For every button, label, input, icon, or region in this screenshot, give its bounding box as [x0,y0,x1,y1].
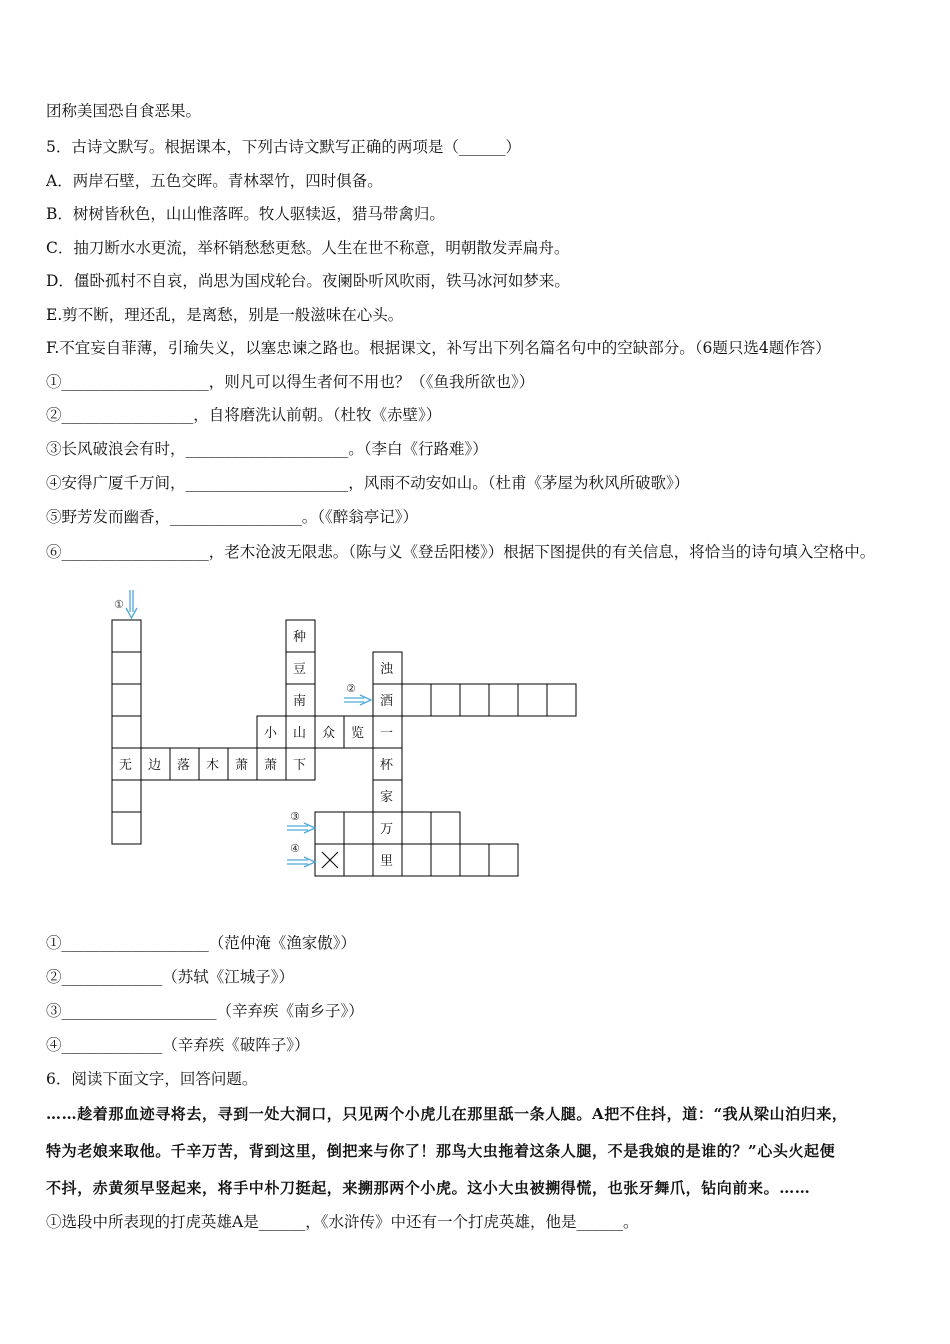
label-3: ③ [290,810,300,823]
arrow-right-icon [344,695,371,705]
char-yi: 一 [380,726,394,741]
row-4-cells [315,844,518,876]
char-shan: 山 [293,726,307,741]
label-4: ④ [290,842,300,855]
passage-line: ……趁着那血迹寻将去，寻到一处大洞口，只见两个小虎儿在那里舐一条人腿。A把不住抖，道：“我从梁山泊归来， [46,1105,848,1123]
crossword-grid [100,590,590,880]
arrow-right-icon [287,823,315,833]
char-bian: 边 [148,758,162,773]
char-zhong: 种 [293,630,307,645]
char-li: 里 [380,854,394,869]
passage-line: 特为老娘来取他。千辛万苦，背到这里，倒把来与你了！那鸟大虫拖着这条人腿，不是我娘的是谁的？”心头火起便 [46,1142,836,1160]
arrow-down-icon [126,590,137,618]
text-line: 团称美国恐自食恶果。 [46,102,202,120]
fill-blank-2[interactable]: ②_________________，自将磨洗认前朝。（杜牧《赤壁》） [46,406,442,424]
char-wan: 万 [380,822,394,837]
fill-blank-1[interactable]: ①___________________，则凡可以得生者何不用也？（《鱼我所欲也》） [46,373,535,391]
char-zhong2: 众 [322,726,336,741]
char-xia: 下 [293,758,307,773]
char-jia: 家 [380,790,394,805]
char-luo: 落 [177,758,191,773]
label-2: ② [346,682,356,695]
char-xiao: 小 [264,726,278,741]
option-f: F.不宜妄自菲薄，引瑜失义，以塞忠谏之路也。根据课文，补写出下列名篇名句中的空缺部分。（6题只选4题作答） [46,339,831,357]
char-mu: 木 [206,758,220,773]
answer-1[interactable]: ①___________________（范仲淹《渔家傲》） [46,934,357,952]
option-c: C．抽刀断水水更流，举杯销愁愁更愁。人生在世不称意，明朝散发弄扁舟。 [46,239,570,257]
answer-3[interactable]: ③____________________（辛弃疾《南乡子》） [46,1002,364,1020]
answer-2[interactable]: ②_____________（苏轼《江城子》） [46,968,295,986]
passage-line: 不抖，赤黄须早竖起来，将手中朴刀挺起，来搠那两个小虎。这小大虫被搠得慌，也张牙舞爪，钻向前来。…… [46,1179,811,1197]
char-dou: 豆 [293,662,307,677]
arrow-right-icon [287,857,315,867]
fill-blank-3[interactable]: ③长风破浪会有时，_____________________。（李白《行路难》） [46,440,488,458]
char-jiu: 酒 [380,694,394,709]
option-b: B．树树皆秋色，山山惟落晖。牧人驱犊返，猎马带禽归。 [46,205,445,223]
column-1-cells [112,620,141,844]
fill-blank-5[interactable]: ⑤野芳发而幽香，_________________。（《醉翁亭记》） [46,508,419,526]
option-d: D．僵卧孤村不自哀，尚思为国戍轮台。夜阑卧听风吹雨，铁马冰河如梦来。 [46,272,570,290]
option-a: A．两岸石壁，五色交晖。青林翠竹，四时俱备。 [46,172,383,190]
label-1: ① [114,598,124,611]
fill-blank-4[interactable]: ④安得广厦千万间，_____________________，风雨不动安如山。（杜甫《茅屋为秋风所破歌》） [46,474,690,492]
row-2-cells [402,684,576,716]
question-6-title: 6．阅读下面文字，回答问题。 [46,1070,258,1088]
fill-blank-6[interactable]: ⑥___________________，老木沧波无限悲。（陈与义《登岳阳楼》）根据下图提供的有关信息，将恰当的诗句填入空格中。 [46,543,876,561]
question-5-title: 5．古诗文默写。根据课本，下列古诗文默写正确的两项是（______） [46,138,521,156]
char-lan: 览 [351,726,365,741]
char-bei: 杯 [380,758,394,773]
option-e: E.剪不断，理还乱，是离愁，别是一般滋味在心头。 [46,306,404,324]
char-wu: 无 [119,758,133,773]
answer-4[interactable]: ④_____________（辛弃疾《破阵子》） [46,1036,310,1054]
char-zhuo: 浊 [380,662,394,677]
char-xiao1: 萧 [235,758,249,773]
row-wubian-cells [141,748,315,780]
char-nan: 南 [293,694,307,709]
question-6-item-1[interactable]: ①选段中所表现的打虎英雄A是______，《水浒传》中还有一个打虎英雄，他是______。 [46,1213,639,1231]
char-xiao2: 萧 [264,758,278,773]
